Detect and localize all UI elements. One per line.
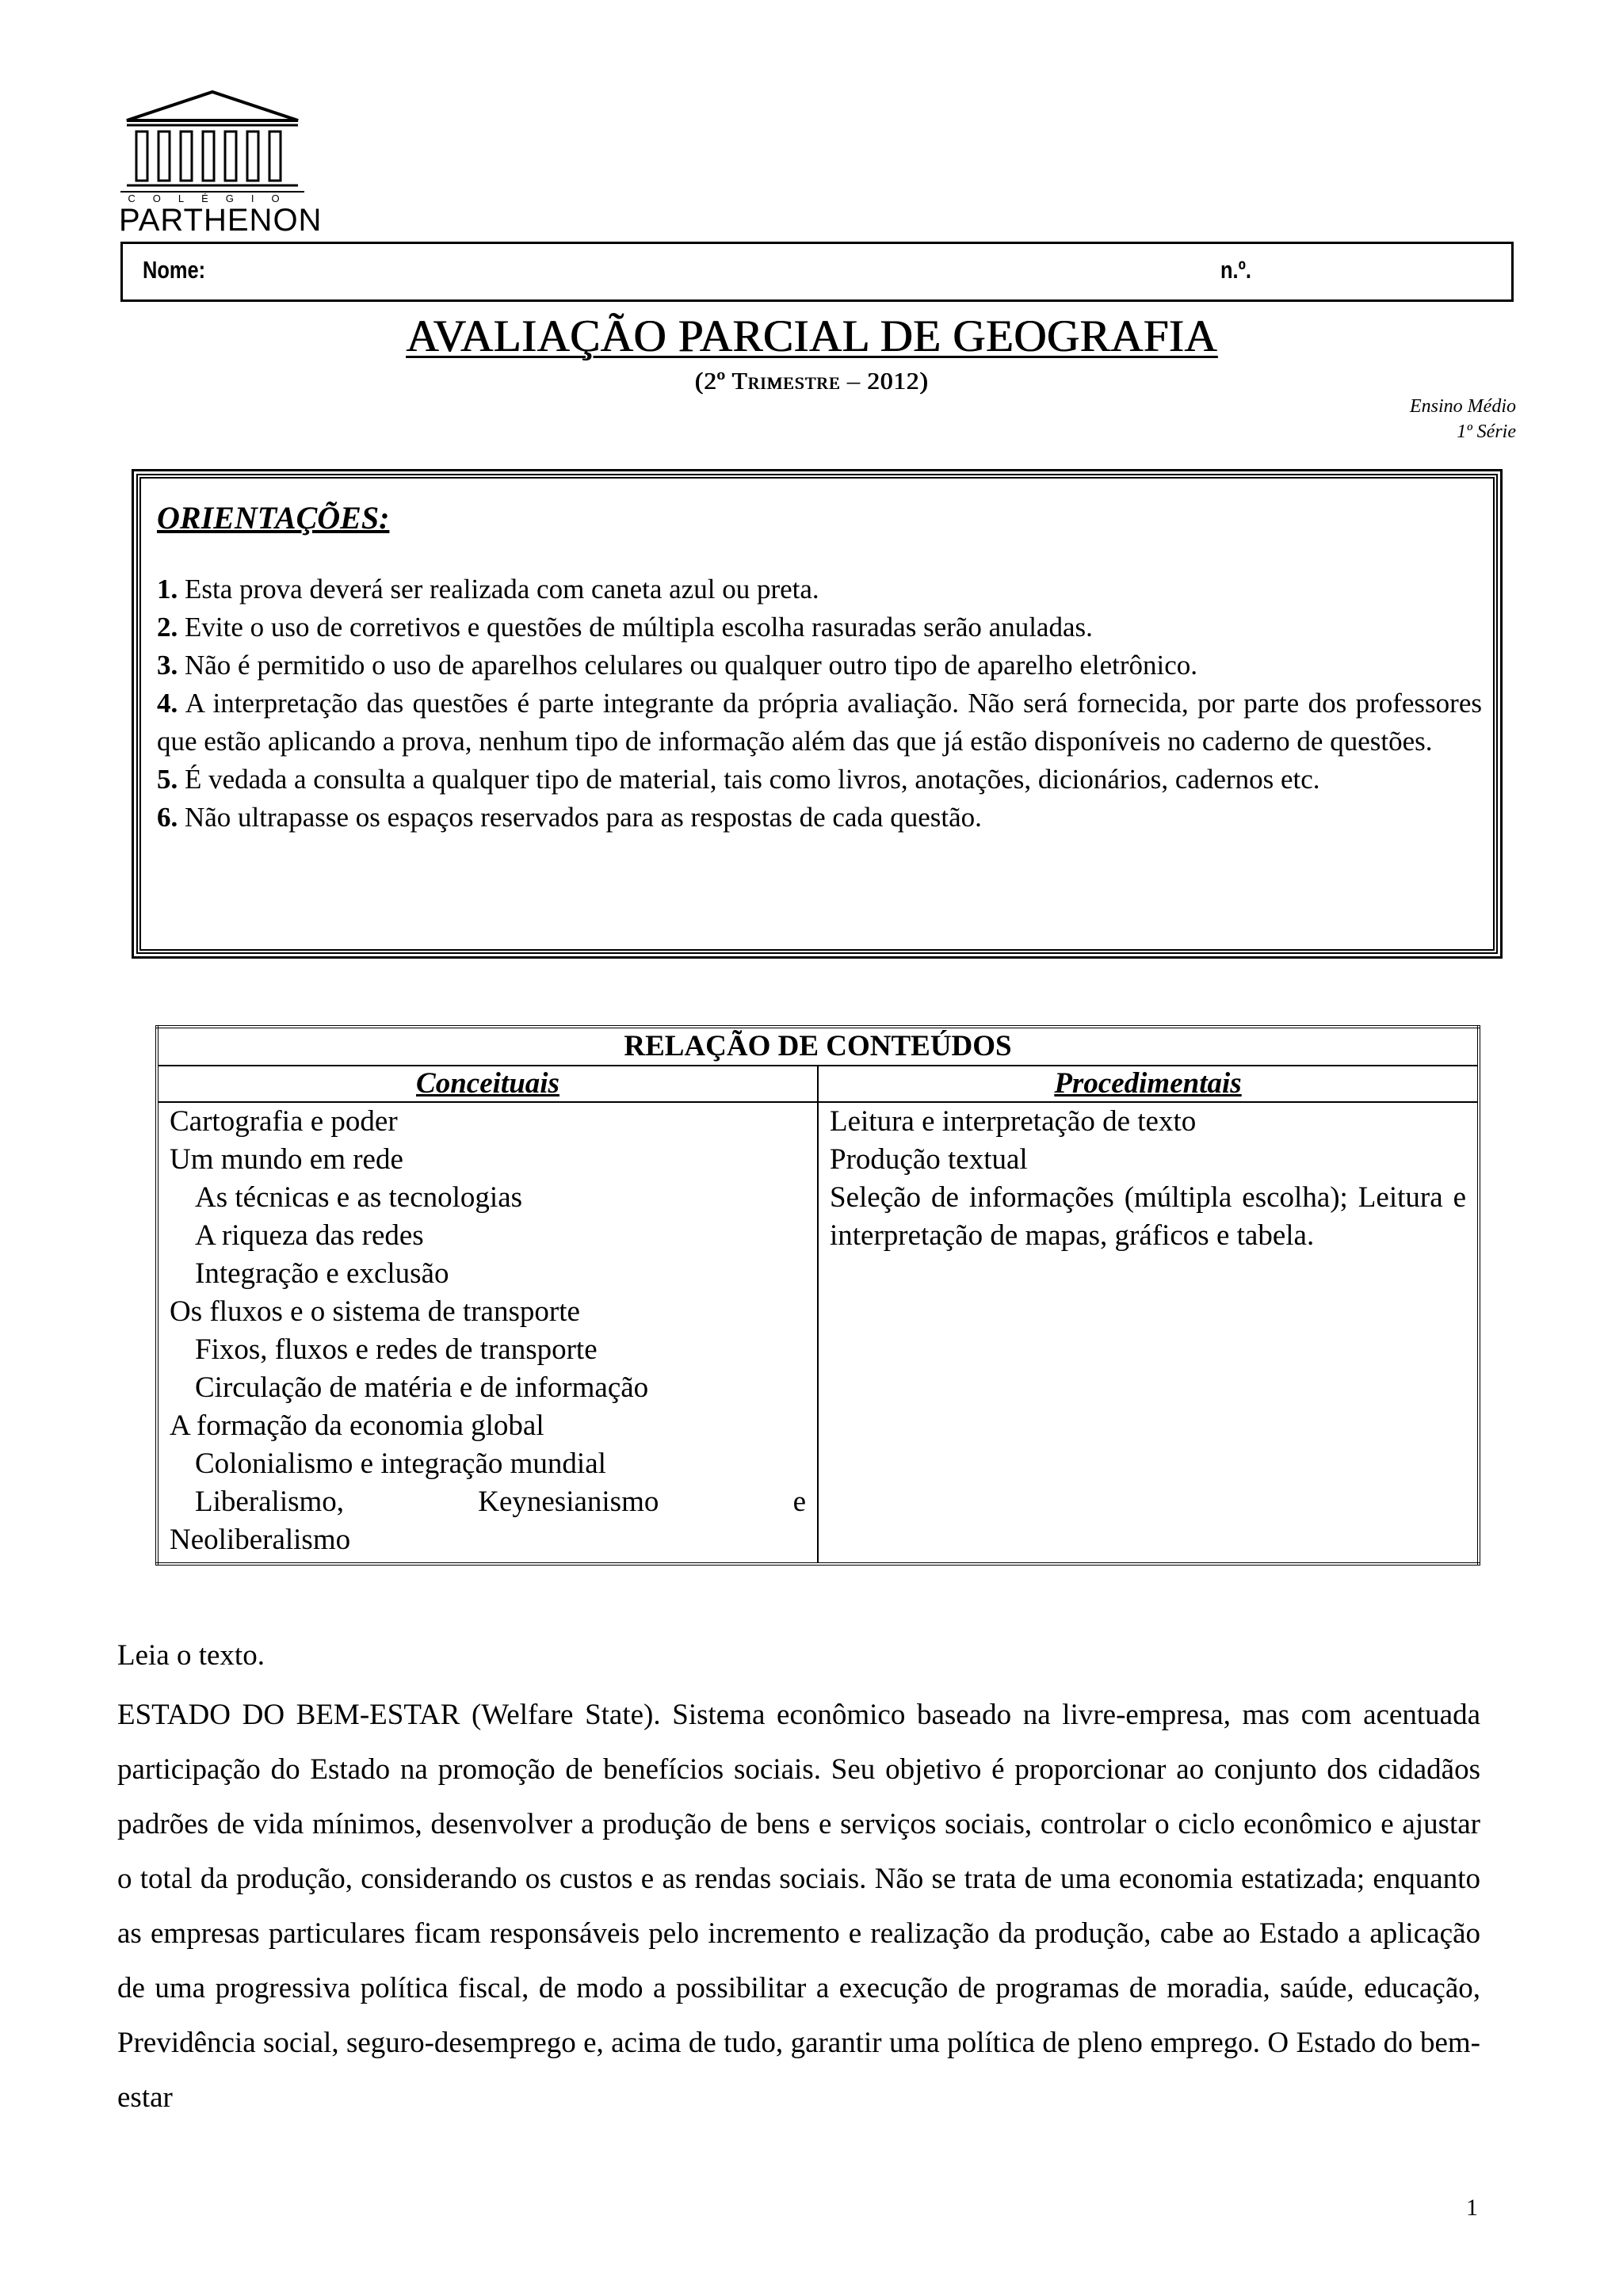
list-item: Os fluxos e o sistema de transporte xyxy=(170,1295,580,1328)
number-label: n.º. xyxy=(1220,256,1251,284)
name-label: Nome: xyxy=(143,256,206,284)
list-item: Produção textual xyxy=(830,1143,1028,1176)
orientations-list xyxy=(157,570,1482,837)
list-item: As técnicas e as tecnologias xyxy=(195,1181,523,1214)
conceituais-cell xyxy=(157,1102,818,1564)
contents-table xyxy=(155,1025,1480,1566)
reading-text: ESTADO DO BEM-ESTAR (Welfare State). Sistema econômico baseado na livre-empresa, mas com acentuada participação do Estado na promoção de benefícios sociais. Seu objetivo é proporcionar ao conjunto dos cidadãos padrões de vida mínimos, desenvolver a produção de bens e serviços sociais, controlar o ciclo econômico e ajustar o total da produção, considerando os custos e as rendas sociais. Não se trata de uma economia estatizada; enquanto as empresas particulares ficam responsáveis pelo incremento e realização da produção, cabe ao Estado a aplicação de uma progressiva política fiscal, de modo a possibilitar a execução de programas de moradia, saúde, educação, Previdência social, seguro-desemprego e, acima de tudo, garantir uma política de pleno emprego. O Estado do bem-estar xyxy=(117,1699,1480,2114)
list-item: Colonialismo e integração mundial xyxy=(195,1447,606,1480)
level-info xyxy=(1410,394,1516,444)
list-item: Liberalismo, Keynesianismo e xyxy=(195,1486,806,1518)
level-line-1: Ensino Médio xyxy=(1410,396,1516,417)
orientation-item: 1. Esta prova deverá ser realizada com caneta azul ou preta. xyxy=(157,574,819,605)
logo-subtitle: COLÉGIO xyxy=(128,193,297,204)
page-number: 1 xyxy=(1466,2195,1478,2221)
orientation-item: 6. Não ultrapasse os espaços reservados para as respostas de cada questão. xyxy=(157,802,982,833)
reading-intro: Leia o texto. xyxy=(117,1639,265,1672)
contents-table-title: RELAÇÃO DE CONTEÚDOS xyxy=(157,1027,1479,1066)
procedimentais-cell xyxy=(818,1102,1479,1564)
orientation-item: 2. Evite o uso de corretivos e questões de múltipla escolha rasuradas serão anuladas. xyxy=(157,612,1093,643)
list-item: Um mundo em rede xyxy=(170,1143,403,1176)
list-item: Circulação de matéria e de informação xyxy=(195,1371,649,1404)
list-item: A formação da economia global xyxy=(170,1409,544,1442)
col-header-conceituais: Conceituais xyxy=(157,1066,818,1102)
list-item: A riqueza das redes xyxy=(195,1219,424,1252)
list-item: Seleção de informações (múltipla escolha); Leitura e interpretação de mapas, gráficos e tabela. xyxy=(830,1181,1466,1252)
list-item: Fixos, fluxos e redes de transporte xyxy=(195,1333,598,1366)
name-box[interactable] xyxy=(120,242,1514,302)
level-line-2: 1º Série xyxy=(1457,421,1516,442)
logo-wordmark: PARTHENON xyxy=(119,203,323,238)
orientation-item: 4. A interpretação das questões é parte integrante da própria avaliação. Não será fornecida, por parte dos professores que estão aplicando a prova, nenhum tipo de informação além das que já estão disponíveis no caderno de questões. xyxy=(157,688,1482,757)
exam-subtitle: (2º Trimestre – 2012) xyxy=(694,367,929,395)
col-header-procedimentais: Procedimentais xyxy=(818,1066,1479,1102)
list-item: Cartografia e poder xyxy=(170,1105,398,1138)
list-item: Neoliberalismo xyxy=(170,1524,351,1556)
list-item: Leitura e interpretação de texto xyxy=(830,1105,1197,1138)
orientations-title: ORIENTAÇÕES: xyxy=(157,500,390,536)
orientation-item: 5. É vedada a consulta a qualquer tipo de material, tais como livros, anotações, dicionários, cadernos etc. xyxy=(157,764,1320,795)
orientation-item: 3. Não é permitido o uso de aparelhos celulares ou qualquer outro tipo de aparelho eletrônico. xyxy=(157,650,1198,681)
exam-title: AVALIAÇÃO PARCIAL DE GEOGRAFIA xyxy=(406,311,1217,361)
list-item: Integração e exclusão xyxy=(195,1257,449,1290)
